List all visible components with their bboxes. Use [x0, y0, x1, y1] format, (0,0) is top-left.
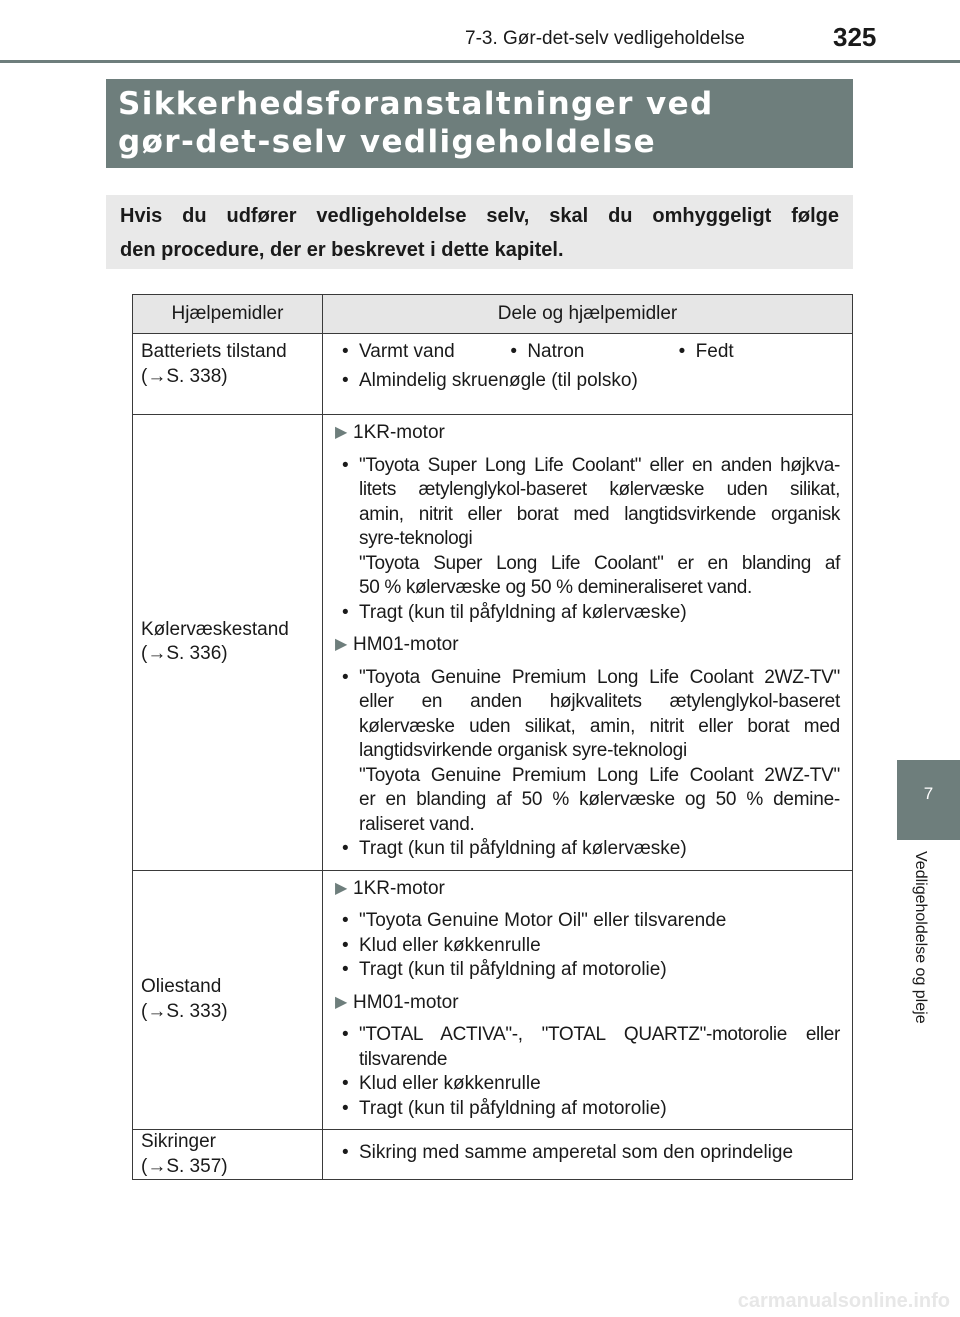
text-line: "Toyota Super Long Life Coolant" er en blanding af	[359, 552, 840, 574]
table-row-battery	[133, 334, 853, 415]
tools-table	[132, 294, 853, 1180]
list-item: • Varmt vand	[335, 340, 503, 365]
text-line: tilsvarende	[359, 1048, 448, 1070]
intro-line-1: Hvis du udfører vedligeholdelse selv, skal du omhyggeligt følge	[120, 205, 839, 227]
oil-items	[323, 870, 853, 1130]
text-line: • "Toyota Super Long Life Coolant" eller en anden højkva-	[359, 454, 840, 476]
coolant-items	[323, 415, 853, 871]
list-item: • Tragt (kun til påfyldning af kølervæske)	[335, 837, 840, 862]
coolant-page-ref: (→S. 336)	[141, 643, 228, 665]
fuses-page-ref: (→S. 357)	[141, 1155, 228, 1177]
header-divider	[0, 60, 960, 63]
engine-heading	[335, 633, 840, 658]
title-line-1: Sikkerhedsforanstaltninger ved	[118, 86, 714, 122]
triangle-right-icon: ▶	[335, 636, 348, 653]
list-item	[335, 666, 840, 838]
footer-watermark: carmanualsonline.info	[737, 1290, 950, 1312]
text-line: • "Toyota Genuine Premium Long Life Coolant 2WZ-TV"	[359, 666, 840, 688]
engine-heading	[335, 877, 840, 902]
table-header-row	[133, 295, 853, 334]
engine-heading-text: HM01-motor	[353, 634, 459, 655]
fuses-label	[133, 1130, 323, 1180]
list-item	[335, 1023, 840, 1072]
engine-heading	[335, 991, 840, 1016]
fuses-label-text: Sikringer	[141, 1131, 216, 1152]
page-number: 325	[833, 22, 877, 52]
list-item: • Almindelig skruenøgle (til polsko)	[335, 369, 840, 394]
list-item: • Tragt (kun til påfyldning af motorolie)	[335, 958, 840, 983]
intro-line-2: den procedure, der er beskrevet i dette kapitel.	[120, 239, 564, 261]
triangle-right-icon: ▶	[335, 879, 348, 897]
battery-label-text: Batteriets tilstand	[141, 341, 287, 362]
table-row-coolant	[133, 415, 853, 871]
triangle-right-icon: ▶	[335, 993, 348, 1011]
chapter-label: Vedligeholdelse og pleje	[912, 851, 929, 1024]
battery-inline-items	[335, 340, 840, 365]
list-item: • Sikring med samme amperetal som den oprindelige	[335, 1141, 840, 1166]
header-tools: Hjælpemidler	[133, 295, 323, 334]
coolant-label	[133, 415, 323, 871]
section-title: 7-3. Gør-det-selv vedligeholdelse	[465, 28, 745, 49]
text-line: amin, nitrit eller borat med langtidsvirkende organisk	[359, 503, 840, 525]
text-line: raliseret vand.	[359, 813, 475, 835]
fuses-items	[323, 1130, 853, 1180]
list-item: • Tragt (kun til påfyldning af motorolie)	[335, 1097, 840, 1122]
text-line: litets ætylenglykol-baseret kølervæske uden silikat,	[359, 479, 840, 500]
list-item: • Klud eller køkkenrulle	[335, 934, 840, 959]
list-item: • Klud eller køkkenrulle	[335, 1072, 840, 1097]
oil-label-text: Oliestand	[141, 976, 222, 998]
engine-heading-text: 1KR-motor	[353, 877, 445, 899]
coolant-label-text: Kølervæskestand	[141, 618, 289, 640]
title-line-2: gør-det-selv vedligeholdelse	[118, 124, 657, 160]
table-row-fuses	[133, 1130, 853, 1180]
intro-box	[106, 195, 853, 269]
text-line: er en blanding af 50 % kølervæske og 50 % demine-	[359, 789, 840, 810]
text-line: syre-teknologi	[359, 528, 473, 549]
text-line: • "TOTAL ACTIVA"-, "TOTAL QUARTZ"-motorolie eller	[359, 1024, 840, 1045]
list-item	[335, 454, 840, 601]
chapter-tab: 7	[897, 760, 960, 840]
oil-page-ref: (→S. 333)	[141, 1000, 228, 1022]
text-line: 50 % kølervæske og 50 % demineraliseret vand.	[359, 577, 752, 598]
engine-heading-text: 1KR-motor	[353, 422, 445, 443]
list-item: • "Toyota Genuine Motor Oil" eller tilsvarende	[335, 909, 840, 934]
triangle-right-icon: ▶	[335, 424, 348, 441]
table-row-oil	[133, 870, 853, 1130]
oil-label	[133, 870, 323, 1130]
text-line: langtidsvirkende organisk syre-teknologi	[359, 740, 687, 761]
text-line: eller en anden højkvalitets ætylenglykol-baseret	[359, 691, 840, 712]
battery-items	[323, 334, 853, 415]
list-item: • Tragt (kun til påfyldning af kølervæske)	[335, 601, 840, 626]
text-line: kølervæske uden silikat, amin, nitrit eller borat med	[359, 715, 840, 737]
header-parts: Dele og hjælpemidler	[323, 295, 853, 334]
battery-page-ref: (→S. 338)	[141, 365, 228, 387]
engine-heading-text: HM01-motor	[353, 991, 459, 1013]
list-item: • Natron	[503, 340, 671, 365]
engine-heading	[335, 421, 840, 446]
list-item: • Fedt	[672, 340, 840, 365]
text-line: "Toyota Genuine Premium Long Life Coolant 2WZ-TV"	[359, 764, 840, 786]
battery-label	[133, 334, 323, 415]
page-title	[106, 79, 853, 168]
